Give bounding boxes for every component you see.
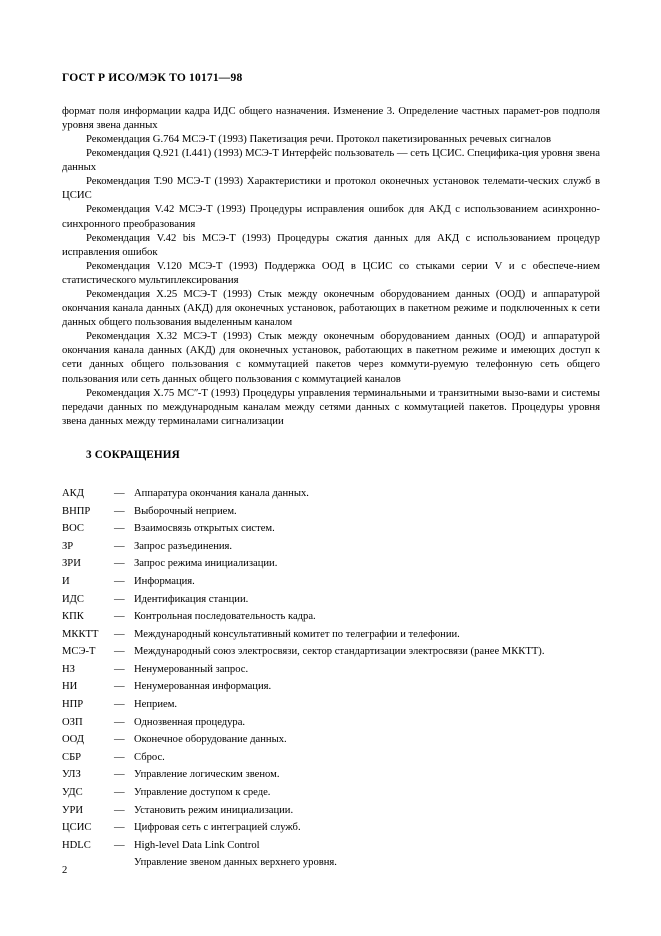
abbreviation-definition: Запрос разъединения. (134, 540, 233, 552)
abbreviation-row (62, 485, 600, 503)
abbreviation-term: УРИ (62, 804, 84, 816)
abbreviation-row (62, 819, 600, 837)
paragraph-rec-v42: Рекомендация V.42 МСЭ-Т (1993) Процедуры исправления ошибок для АКД с использованием асинхронно-синхронного преобразования (62, 203, 600, 230)
abbreviation-definition: Информация. (134, 575, 195, 587)
abbreviation-term: ЗРИ (62, 558, 81, 570)
abbreviation-dash: — (114, 787, 125, 799)
section-heading-abbreviations: 3 СОКРАЩЕНИЯ (86, 448, 180, 461)
abbreviation-row (62, 573, 600, 591)
abbreviation-definition: Аппаратура окончания канала данных. (134, 487, 309, 499)
abbreviation-row (62, 555, 600, 573)
abbreviation-dash: — (114, 822, 125, 834)
abbreviation-term: НПР (62, 699, 84, 711)
abbreviation-definition: Международный союз электросвязи, сектор стандартизации электросвязи (ранее МККТТ). (134, 646, 545, 658)
abbreviation-dash: — (114, 593, 125, 605)
abbreviation-definition: Ненумерованный запрос. (134, 663, 249, 675)
page-content (62, 72, 600, 872)
abbreviation-row (62, 538, 600, 556)
abbreviation-dash: — (114, 575, 125, 587)
abbreviation-definition: Идентификация станции. (134, 593, 249, 605)
abbreviation-row (62, 749, 600, 767)
abbreviation-definition: Неприем. (134, 699, 178, 711)
abbreviation-row (62, 608, 600, 626)
paragraph-rec-g764: Рекомендация G.764 МСЭ-Т (1993) Пакетизация речи. Протокол пакетизированных речевых сигналов (86, 132, 551, 145)
abbreviation-term: МККТТ (62, 628, 99, 640)
abbreviation-term: УДС (62, 787, 83, 799)
abbreviation-definition: Однозвенная процедура. (134, 716, 246, 728)
paragraph-rec-v120: Рекомендация V.120 МСЭ-Т (1993) Поддержка ООД в ЦСИС со стыками серии V и с обеспече-нием статистического мультиплексирования (62, 259, 600, 286)
paragraph-rec-x25: Рекомендация Х.25 МСЭ-Т (1993) Стык между оконечным оборудованием данных (ООД) и аппаратурой окончания канала данных (АКД) для оконечных установок, работающих в пакетном режиме и подключенных к сети данных общего пользования выделенным каналом (62, 288, 600, 329)
abbreviation-row (62, 661, 600, 679)
abbreviation-term: ВОС (62, 523, 84, 535)
abbreviation-definition: Установить режим инициализации. (134, 804, 294, 816)
abbreviation-term: НЗ (62, 663, 75, 675)
paragraph-rec-x32: Рекомендация Х.32 МСЭ-Т (1993) Стык между оконечным оборудованием данных (ООД) и аппаратурой окончания канала данных (АКД) для оконечных установок, работающих в пакетном режиме и имеющих доступ к сети данных общего пользования с коммутацией пакетов через коммути-руемую телефонную сеть общего пользования или сеть данных общего пользования с коммутацией каналов (62, 330, 600, 385)
abbreviation-dash: — (114, 751, 125, 763)
abbreviation-definition: Запрос режима инициализации. (134, 558, 278, 570)
abbreviation-term: УЛЗ (62, 769, 81, 781)
abbreviation-definition: Управление логическим звеном. (134, 769, 280, 781)
abbreviation-row (62, 714, 600, 732)
abbreviation-dash: — (114, 804, 125, 816)
abbreviation-term: ОЗП (62, 716, 83, 728)
abbreviation-dash: — (114, 734, 125, 746)
abbreviation-row (62, 626, 600, 644)
abbreviation-definition: Выборочный неприем. (134, 505, 237, 517)
abbreviation-row (62, 837, 600, 855)
abbreviation-term: СБР (62, 751, 82, 763)
abbreviation-term: НИ (62, 681, 78, 693)
abbreviation-dash: — (114, 487, 125, 499)
abbreviations-list (62, 485, 600, 872)
abbreviation-definition: Контрольная последовательность кадра. (134, 611, 316, 623)
abbreviation-dash: — (114, 628, 125, 640)
abbreviation-dash: — (114, 540, 125, 552)
paragraph-rec-t90: Рекомендация Т.90 МСЭ-Т (1993) Характеристики и протокол оконечных установок телемати-ческих служб в ЦСИС (62, 175, 600, 202)
abbreviation-indent-spacer (62, 854, 134, 872)
abbreviation-definition-continuation: Управление звеном данных верхнего уровня. (134, 857, 337, 869)
abbreviation-row (62, 591, 600, 609)
body-text (62, 104, 600, 428)
abbreviation-definition: Ненумерованная информация. (134, 681, 272, 693)
abbreviation-dash: — (114, 558, 125, 570)
abbreviation-dash: — (114, 646, 125, 658)
abbreviation-dash: — (114, 523, 125, 535)
abbreviation-dash: — (114, 611, 125, 623)
abbreviation-term: ЗР (62, 540, 74, 552)
abbreviation-row (62, 643, 600, 661)
abbreviation-row (62, 802, 600, 820)
abbreviation-dash: — (114, 699, 125, 711)
abbreviation-definition: Оконечное оборудование данных. (134, 734, 287, 746)
abbreviation-dash: — (114, 663, 125, 675)
abbreviation-definition: Управление доступом к среде. (134, 787, 271, 799)
abbreviation-dash: — (114, 505, 125, 517)
abbreviation-term: HDLC (62, 839, 91, 851)
abbreviation-term: ИДС (62, 593, 84, 605)
abbreviation-dash: — (114, 716, 125, 728)
abbreviation-definition: Взаимосвязь открытых систем. (134, 523, 275, 535)
paragraph-continuation: формат поля информации кадра ИДС общего назначения. Изменение 3. Определение частных парамет-ров подполя уровня звена данных (62, 104, 600, 131)
abbreviation-term: МСЭ-Т (62, 646, 96, 658)
abbreviation-term: КПК (62, 611, 84, 623)
abbreviation-row (62, 766, 600, 784)
abbreviation-definition: Цифровая сеть с интеграцией служб. (134, 822, 301, 834)
abbreviation-dash: — (114, 769, 125, 781)
paragraph-rec-q921: Рекомендация Q.921 (I.441) (1993) МСЭ-Т Интерфейс пользователь — сеть ЦСИС. Специфика-ция уровня звена данных (62, 147, 600, 174)
page-number: 2 (62, 865, 68, 876)
abbreviation-row (62, 731, 600, 749)
paragraph-rec-v42bis: Рекомендация V.42 bis МСЭ-Т (1993) Процедуры сжатия данных для АКД с использованием процедур исправления ошибок (62, 231, 600, 258)
abbreviation-dash: — (114, 839, 125, 851)
abbreviation-term: ООД (62, 734, 84, 746)
abbreviation-definition: Сброс. (134, 751, 165, 763)
abbreviation-term: ЦСИС (62, 822, 92, 834)
abbreviation-row (62, 784, 600, 802)
abbreviation-row (62, 696, 600, 714)
abbreviation-row (62, 520, 600, 538)
abbreviation-definition: High-level Data Link Control (134, 839, 260, 851)
abbreviation-dash: — (114, 681, 125, 693)
abbreviation-term: АКД (62, 487, 84, 499)
abbreviation-term: ВНПР (62, 505, 91, 517)
abbreviation-row (62, 503, 600, 521)
abbreviation-continuation-row (62, 854, 600, 872)
running-head: ГОСТ Р ИСО/МЭК ТО 10171—98 (62, 72, 243, 84)
abbreviation-definition: Международный консультативный комитет по телеграфии и телефонии. (134, 628, 460, 640)
abbreviation-row (62, 678, 600, 696)
abbreviation-term: И (62, 575, 70, 587)
paragraph-rec-x75: Рекомендация Х.75 МСʺ-Т (1993) Процедуры управления терминальными и транзитными вызо-вами и системы передачи данных по международным каналам между сетями данных с коммутацией пакетов. Процедуры уровня звена данных между терминалами сигнализации (62, 386, 600, 427)
